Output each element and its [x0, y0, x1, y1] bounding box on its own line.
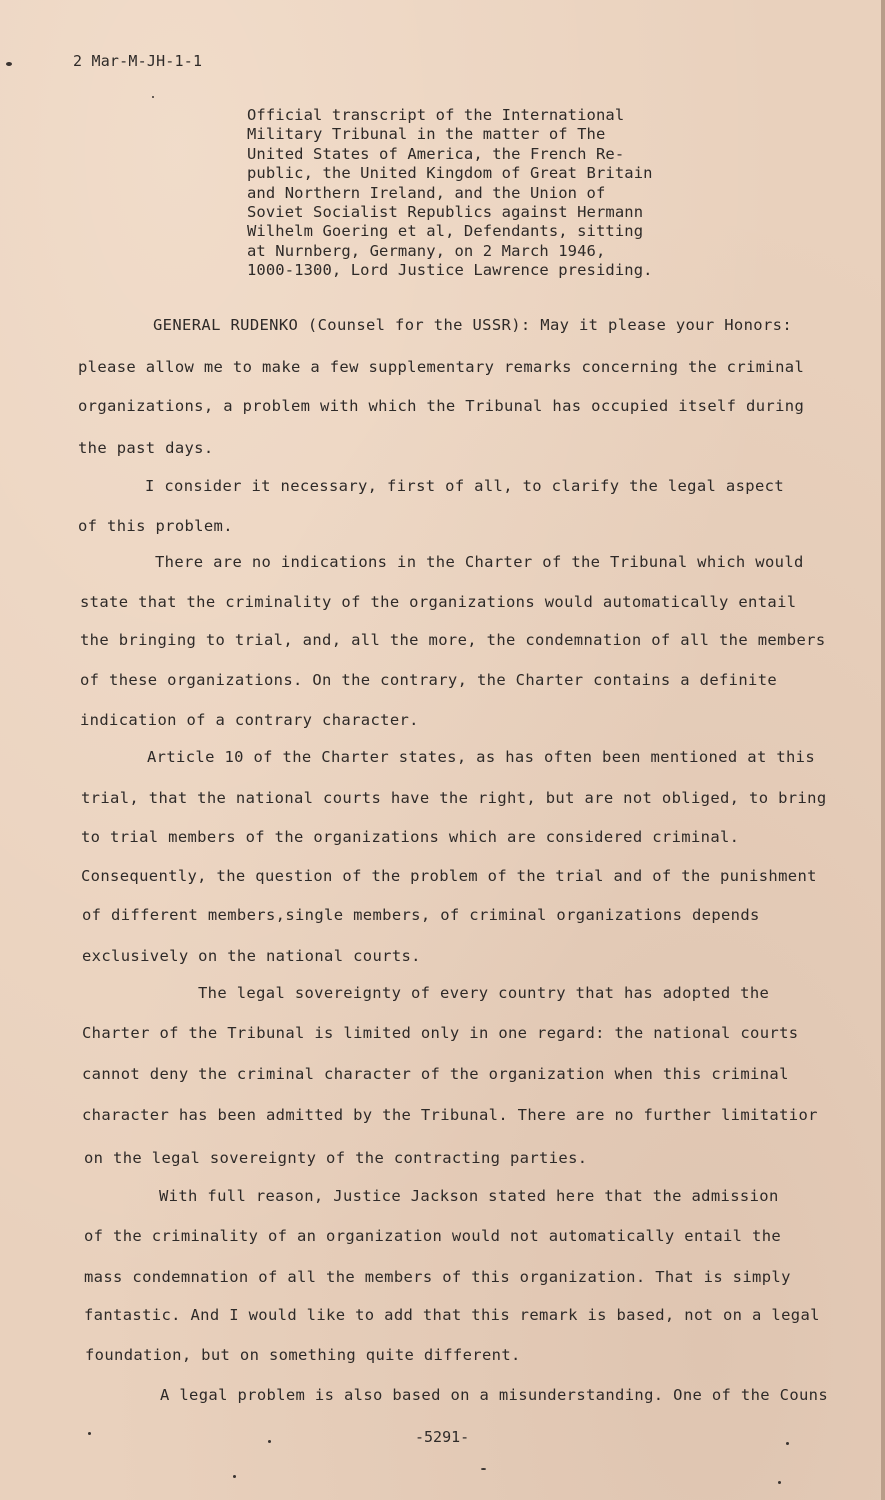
body-line: mass condemnation of all the members of this organization. That is simply [84, 1268, 791, 1286]
body-line: foundation, but on something quite different. [85, 1346, 521, 1364]
body-line: state that the criminality of the organizations would automatically entail [80, 593, 797, 611]
body-line: on the legal sovereignty of the contracting parties. [84, 1149, 588, 1167]
body-line: GENERAL RUDENKO (Counsel for the USSR): May it please your Honors: [153, 316, 792, 334]
body-line: A legal problem is also based on a misunderstanding. One of the Couns [160, 1386, 829, 1404]
body-line: the past days. [78, 439, 214, 457]
body-line: Article 10 of the Charter states, as has often been mentioned at this [147, 748, 816, 766]
scan-speck [6, 62, 12, 66]
body-line: to trial members of the organizations which are considered criminal. [81, 828, 740, 846]
header-line: Military Tribunal in the matter of The [247, 125, 606, 144]
body-line: of different members,single members, of criminal organizations depends [82, 906, 760, 924]
header-line: United States of America, the French Re- [247, 144, 625, 163]
header-line: and Northern Ireland, and the Union of [247, 183, 606, 202]
scan-speck [778, 1481, 781, 1484]
body-line: The legal sovereignty of every country that has adopted the [198, 984, 770, 1002]
body-line: the bringing to trial, and, all the more, the condemnation of all the members [80, 631, 826, 649]
page-number: -5291- [415, 1428, 470, 1446]
body-line: exclusively on the national courts. [82, 947, 421, 965]
body-line: indication of a contrary character. [80, 711, 419, 729]
page-identifier: 2 Mar-M-JH-1-1 [73, 52, 203, 70]
header-line: public, the United Kingdom of Great Britain [247, 164, 653, 183]
body-line: of the criminality of an organization would not automatically entail the [84, 1227, 782, 1245]
page-edge [881, 0, 885, 1500]
header-line: Soviet Socialist Republics against Hermann [247, 203, 644, 222]
body-line: I consider it necessary, first of all, to clarify the legal aspect [145, 477, 784, 495]
scan-speck [233, 1475, 236, 1478]
scan-speck [152, 96, 154, 98]
scan-speck [786, 1442, 789, 1445]
body-line: Charter of the Tribunal is limited only in one regard: the national courts [82, 1024, 799, 1042]
scan-speck [481, 1468, 486, 1470]
body-line: With full reason, Justice Jackson stated here that the admission [159, 1187, 779, 1205]
scan-speck [268, 1440, 271, 1443]
body-line: of this problem. [78, 517, 233, 535]
transcript-header [247, 106, 717, 281]
header-line: at Nurnberg, Germany, on 2 March 1946, [247, 241, 606, 260]
body-line: trial, that the national courts have the right, but are not obliged, to bring [81, 789, 827, 807]
body-line: There are no indications in the Charter of the Tribunal which would [155, 553, 804, 571]
header-line: Official transcript of the International [247, 106, 625, 124]
body-line: Consequently, the question of the problem of the trial and of the punishment [81, 867, 817, 885]
body-line: of these organizations. On the contrary, the Charter contains a definite [80, 671, 778, 689]
body-line: organizations, a problem with which the Tribunal has occupied itself during [78, 397, 805, 415]
header-line: Wilhelm Goering et al, Defendants, sitting [247, 222, 644, 241]
body-line: please allow me to make a few supplementary remarks concerning the criminal [78, 358, 805, 376]
header-line: 1000-1300, Lord Justice Lawrence presiding. [247, 261, 653, 280]
body-line: cannot deny the criminal character of the organization when this criminal [82, 1065, 789, 1083]
body-line: character has been admitted by the Tribunal. There are no further limitatior [82, 1106, 818, 1124]
scan-speck [88, 1432, 91, 1435]
body-line: fantastic. And I would like to add that this remark is based, not on a legal [84, 1306, 820, 1324]
